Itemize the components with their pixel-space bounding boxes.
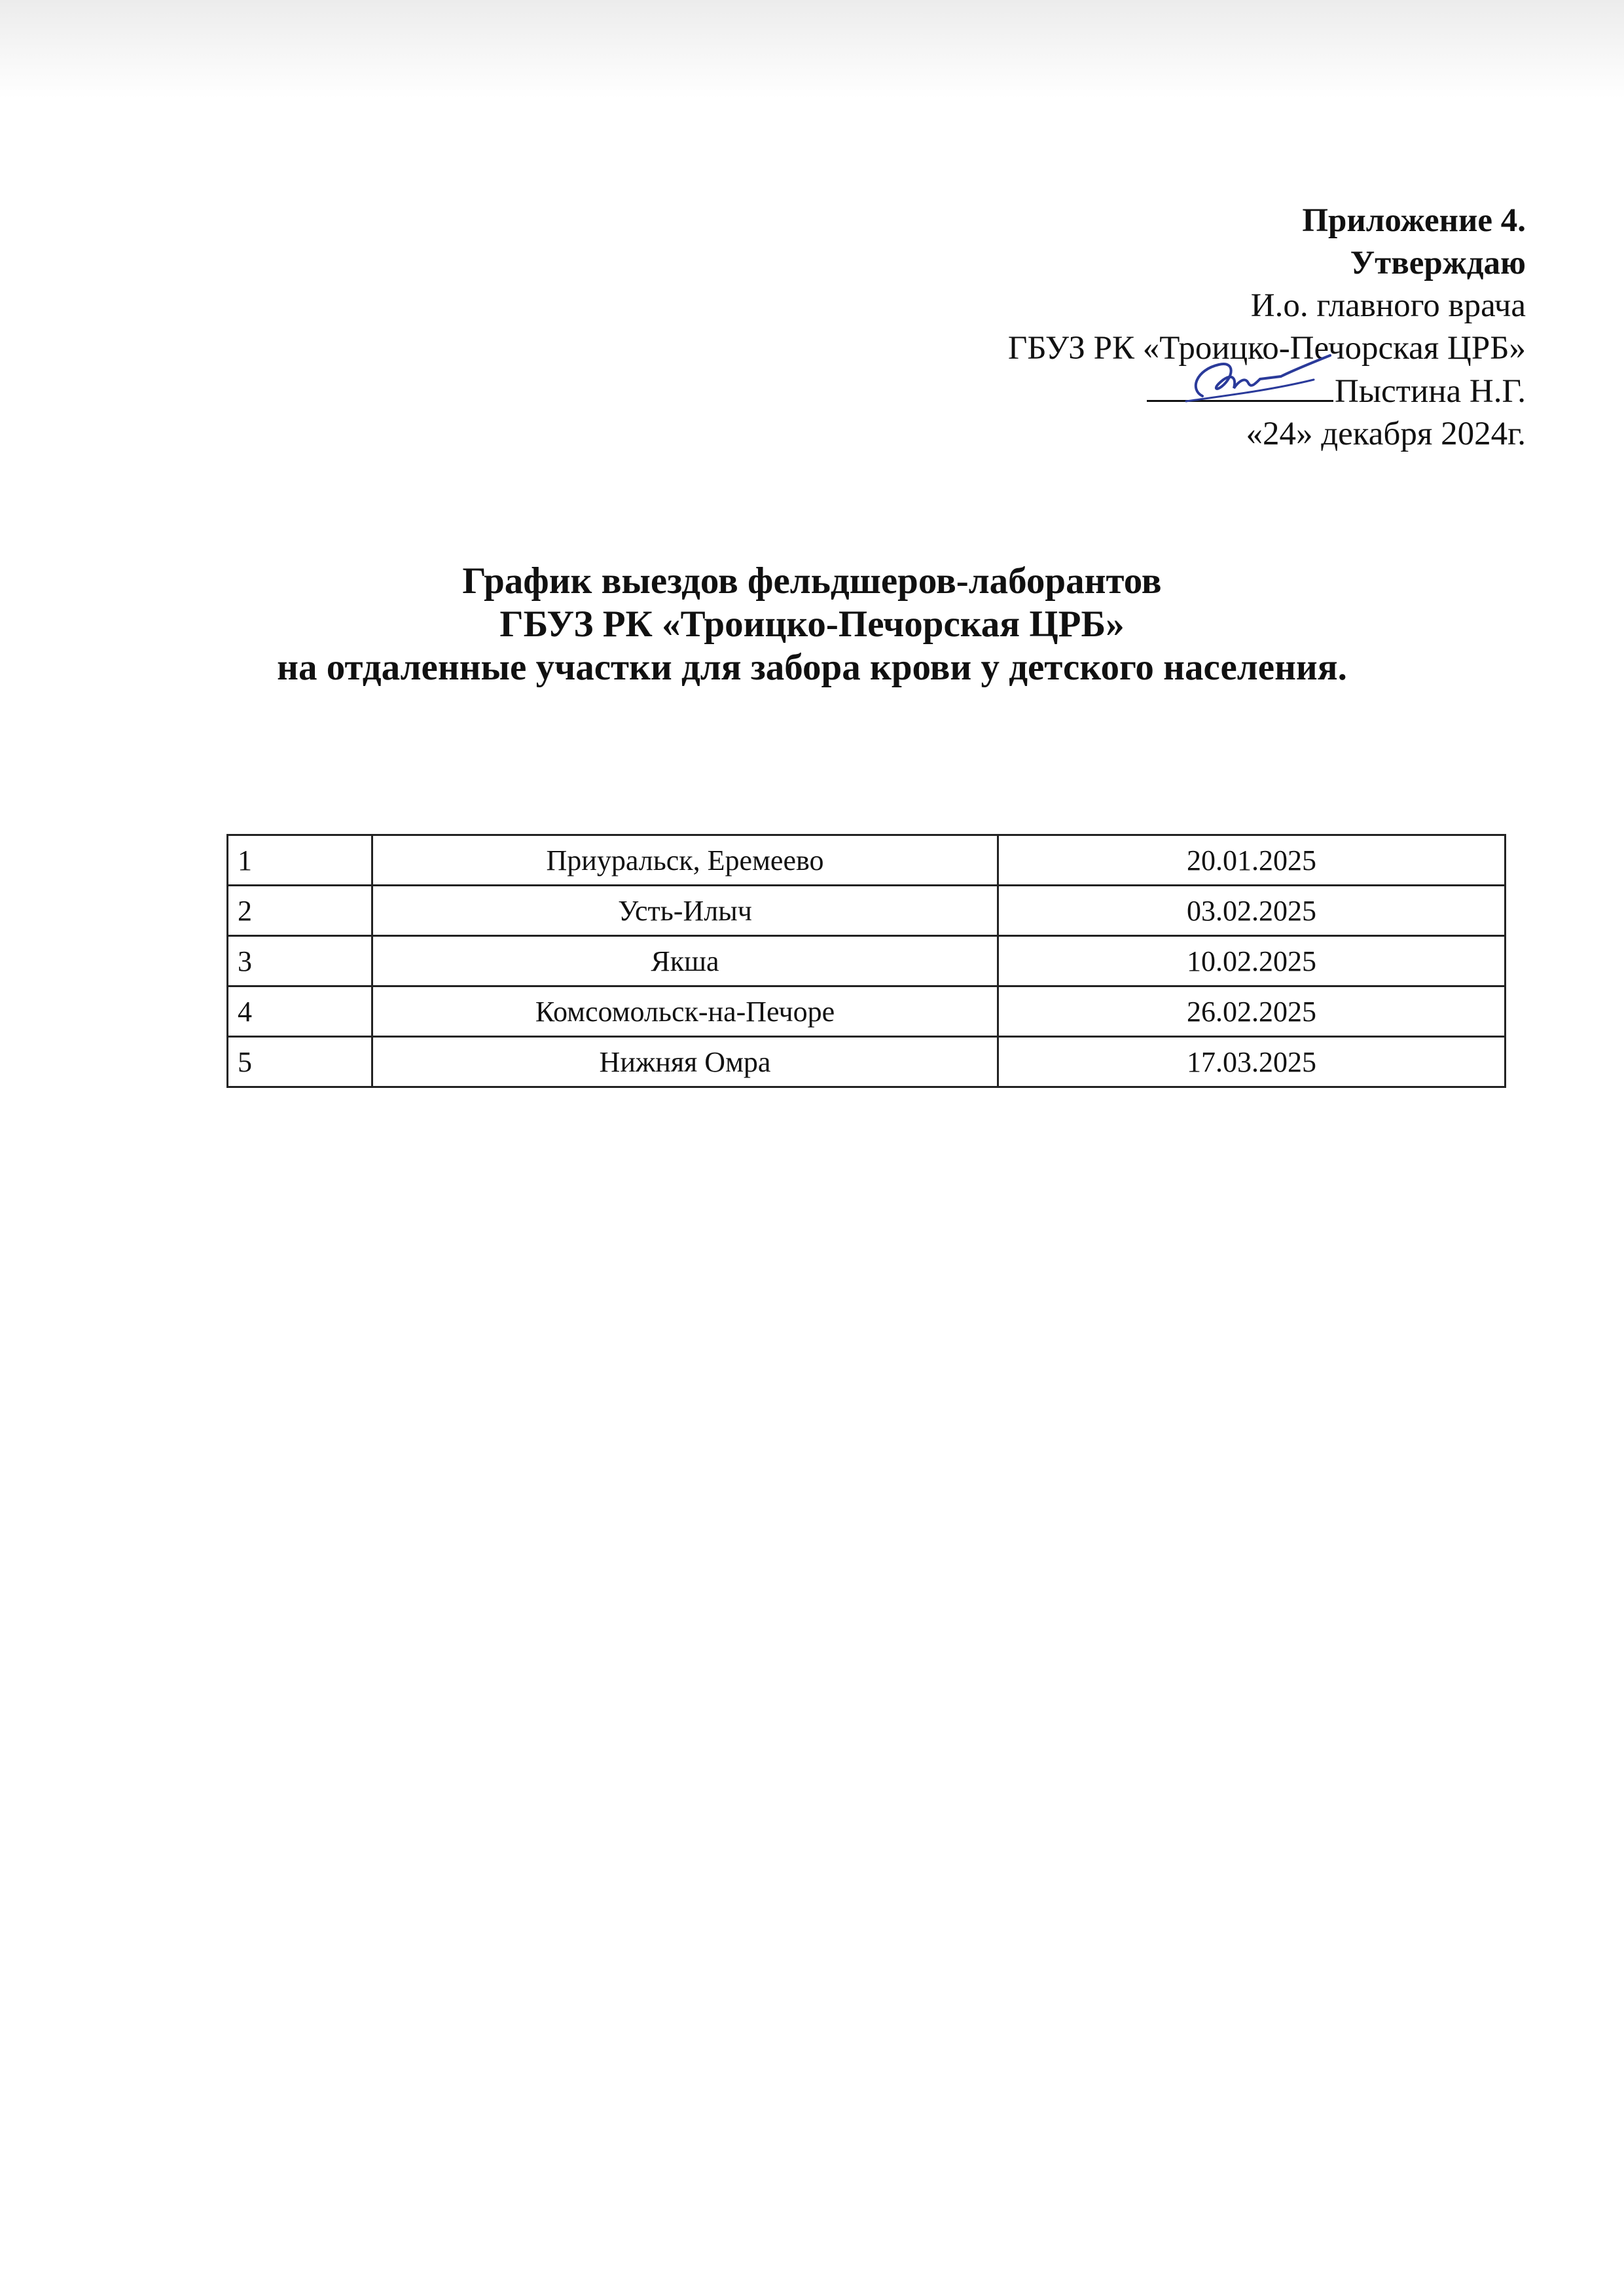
signature-line xyxy=(1008,370,1526,413)
appendix-label: Приложение 4. xyxy=(1302,202,1526,239)
approve-label: Утверждаю xyxy=(1350,245,1526,281)
schedule-table xyxy=(226,834,1506,1088)
table-row xyxy=(228,886,1506,936)
row-place: Якша xyxy=(372,936,998,986)
organization-label: ГБУЗ РК «Троицко-Печорская ЦРБ» xyxy=(1007,330,1526,367)
row-place: Комсомольск-на-Печоре xyxy=(372,986,998,1037)
row-number: 3 xyxy=(228,936,372,986)
row-date: 03.02.2025 xyxy=(998,886,1506,936)
approval-block xyxy=(1008,200,1526,456)
row-place: Усть-Илыч xyxy=(372,886,998,936)
document-title xyxy=(0,560,1624,689)
row-place: Приуральск, Еремеево xyxy=(372,835,998,886)
row-date: 26.02.2025 xyxy=(998,986,1506,1037)
row-place: Нижняя Омра xyxy=(372,1037,998,1087)
table-row xyxy=(228,1037,1506,1087)
signature-underline xyxy=(1147,370,1333,402)
table-row xyxy=(228,835,1506,886)
row-date: 17.03.2025 xyxy=(998,1037,1506,1087)
title-line-1: График выездов фельдшеров-лаборантов xyxy=(462,560,1162,602)
row-number: 5 xyxy=(228,1037,372,1087)
approval-date: «24» декабря 2024г. xyxy=(1246,416,1526,452)
title-line-2: ГБУЗ РК «Троицко-Печорская ЦРБ» xyxy=(499,604,1125,645)
row-date: 10.02.2025 xyxy=(998,936,1506,986)
scan-shadow xyxy=(0,0,1624,98)
row-date: 20.01.2025 xyxy=(998,835,1506,886)
table-row xyxy=(228,986,1506,1037)
row-number: 1 xyxy=(228,835,372,886)
handwritten-signature xyxy=(1183,350,1333,409)
row-number: 4 xyxy=(228,986,372,1037)
table-row xyxy=(228,936,1506,986)
row-number: 2 xyxy=(228,886,372,936)
title-line-3: на отдаленные участки для забора крови у детского населения. xyxy=(277,647,1347,688)
position-label: И.о. главного врача xyxy=(1250,287,1526,324)
signatory-name: Пыстина Н.Г. xyxy=(1334,373,1526,410)
